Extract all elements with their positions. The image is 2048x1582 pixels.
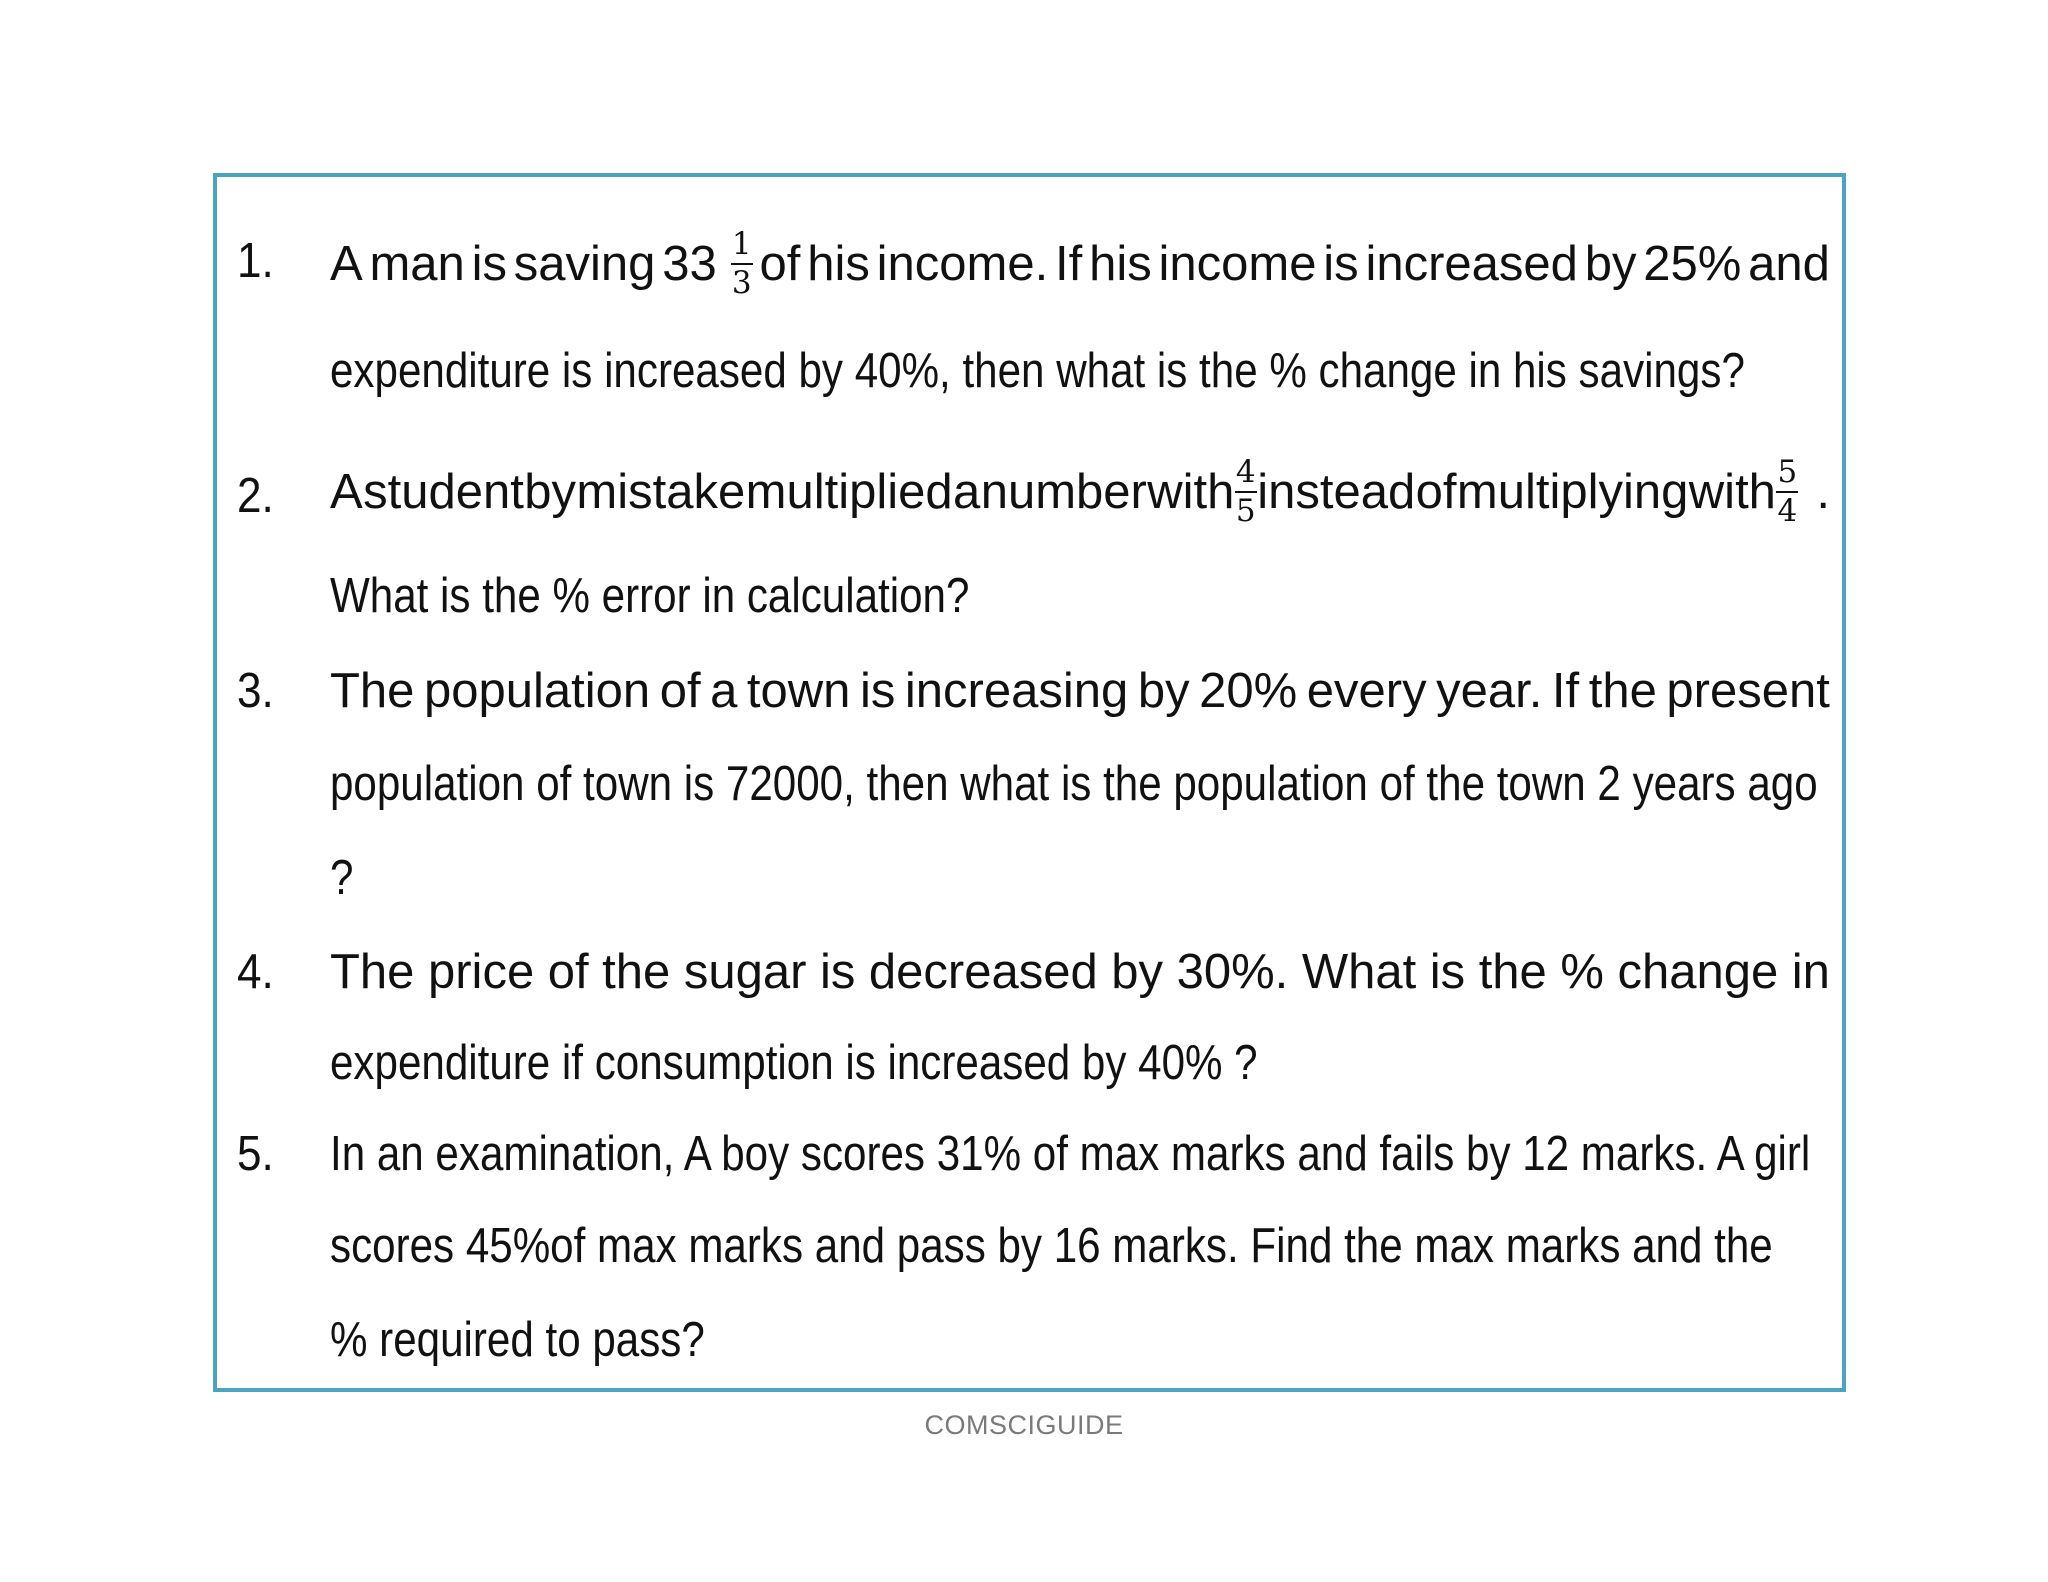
word: by	[1111, 945, 1164, 999]
word: multiplying	[1456, 464, 1689, 519]
word: instead	[1257, 464, 1416, 519]
question-number: 1.	[237, 234, 274, 288]
question-2-line-2: What is the % error in calculation?	[330, 569, 970, 623]
question-5-line-2: scores 45%of max marks and pass by 16 marks. Find the max marks and the	[330, 1219, 1773, 1273]
word: with	[1147, 464, 1235, 519]
word: a	[953, 464, 981, 519]
word: mistake	[576, 464, 746, 519]
word: is	[819, 945, 856, 999]
question-5-line-3: % required to pass?	[330, 1313, 705, 1367]
word: the	[1478, 945, 1547, 999]
question-4-line-2: expenditure if consumption is increased by 40% ?	[330, 1036, 1258, 1090]
word: is	[859, 664, 896, 718]
fraction-numerator: 5	[1777, 454, 1798, 491]
word: student	[363, 464, 524, 519]
question-number: 5.	[237, 1127, 274, 1181]
word: town	[746, 664, 851, 718]
word: year.	[1436, 664, 1543, 718]
word: in	[1791, 945, 1830, 999]
word: 25%	[1643, 236, 1742, 291]
word: price	[427, 945, 535, 999]
question-2-line-1	[330, 447, 1830, 537]
fraction-numerator: 4	[1235, 454, 1256, 491]
question-box	[213, 173, 1846, 1392]
word: The	[330, 664, 415, 718]
mixed-number	[662, 228, 753, 299]
fraction	[1235, 456, 1257, 527]
word: The	[330, 945, 415, 999]
word: %	[1560, 945, 1604, 999]
word: his	[1089, 236, 1152, 291]
fraction-with-period	[1776, 456, 1830, 527]
fraction	[731, 228, 753, 299]
word: of	[759, 236, 801, 291]
word: his	[807, 236, 870, 291]
word: man	[369, 236, 465, 291]
word: population	[423, 664, 651, 718]
question-1-line-1	[330, 219, 1830, 309]
word: A	[330, 236, 363, 291]
fraction-denominator: 3	[731, 265, 752, 301]
fraction-denominator: 4	[1777, 493, 1798, 529]
whole-part: 33	[662, 236, 717, 291]
fraction	[1776, 456, 1798, 527]
question-4-line-1	[330, 945, 1830, 999]
word: is	[1429, 945, 1466, 999]
fraction-denominator: 5	[1235, 493, 1256, 529]
fraction-numerator: 1	[731, 226, 752, 263]
word: income.	[876, 236, 1049, 291]
word: by	[524, 464, 576, 519]
word: sugar	[683, 945, 807, 999]
word: of	[659, 664, 701, 718]
word: If	[1055, 236, 1083, 291]
word: of	[547, 945, 589, 999]
word: with	[1688, 464, 1776, 519]
word: of	[1415, 464, 1457, 519]
word: by	[1137, 664, 1190, 718]
question-3-line-1	[330, 664, 1830, 718]
question-3-line-3: ?	[330, 851, 354, 905]
question-1-line-2: expenditure is increased by 40%, then what is the % change in his savings?	[330, 344, 1745, 398]
word: is	[471, 236, 507, 291]
question-5-line-1: In an examination, A boy scores 31% of max marks and fails by 12 marks. A girl	[330, 1127, 1811, 1181]
question-number: 4.	[237, 945, 274, 999]
word: decreased	[868, 945, 1098, 999]
word: increased	[1365, 236, 1578, 291]
word: 30%.	[1176, 945, 1289, 999]
word: If	[1551, 664, 1580, 718]
word: multiplied	[745, 464, 953, 519]
question-3-line-2: population of town is 72000, then what is the population of the town 2 years ago	[330, 757, 1818, 811]
word: the	[1588, 664, 1657, 718]
word: 20%	[1199, 664, 1298, 718]
word: and	[1748, 236, 1830, 291]
word: income	[1158, 236, 1317, 291]
period: .	[1816, 464, 1830, 519]
word: What	[1301, 945, 1417, 999]
question-number: 2.	[237, 469, 274, 523]
word: increasing	[904, 664, 1129, 718]
question-number: 3.	[237, 664, 274, 718]
word: number	[980, 464, 1147, 519]
word: A	[330, 464, 363, 519]
word: present	[1666, 664, 1830, 718]
word: is	[1323, 236, 1359, 291]
word: by	[1584, 236, 1637, 291]
word: change	[1617, 945, 1779, 999]
word: the	[602, 945, 671, 999]
word: every	[1306, 664, 1427, 718]
word: saving	[513, 236, 656, 291]
word: a	[710, 664, 738, 718]
footer-watermark: COMSCIGUIDE	[924, 1410, 1124, 1440]
